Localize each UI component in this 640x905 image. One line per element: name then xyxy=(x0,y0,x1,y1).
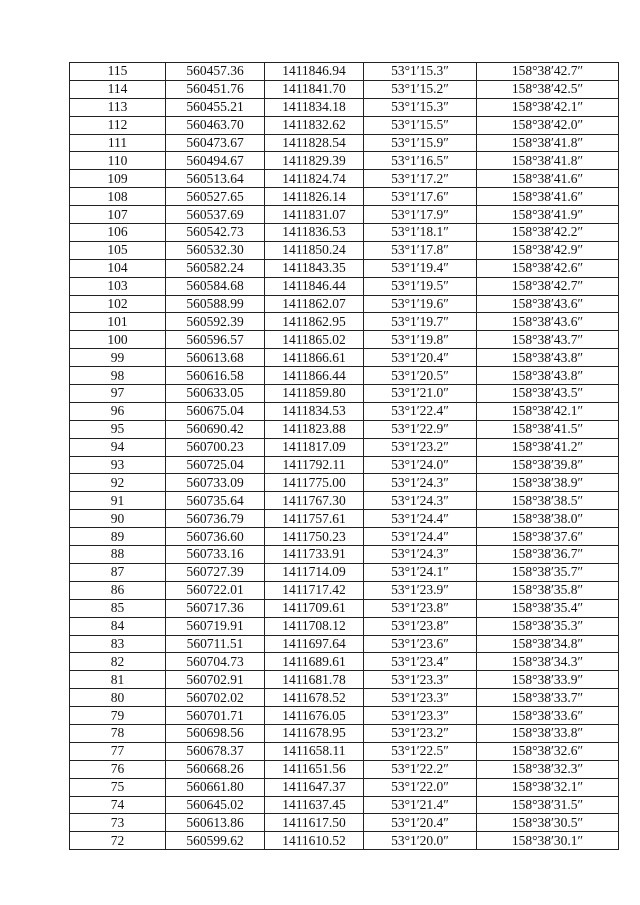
point-number-cell: 99 xyxy=(70,349,166,367)
latitude-cell: 53°1′23.3″ xyxy=(364,671,477,689)
y-coordinate-cell: 1411717.42 xyxy=(265,581,364,599)
x-coordinate-cell: 560702.91 xyxy=(166,671,265,689)
table-row xyxy=(70,832,619,850)
latitude-cell: 53°1′24.4″ xyxy=(364,528,477,546)
longitude-cell: 158°38′42.9″ xyxy=(477,241,619,259)
longitude-cell: 158°38′41.6″ xyxy=(477,188,619,206)
y-coordinate-cell: 1411834.53 xyxy=(265,402,364,420)
x-coordinate-cell: 560700.23 xyxy=(166,438,265,456)
longitude-cell: 158°38′35.3″ xyxy=(477,617,619,635)
x-coordinate-cell: 560735.64 xyxy=(166,492,265,510)
table-row xyxy=(70,116,619,134)
y-coordinate-cell: 1411862.07 xyxy=(265,295,364,313)
longitude-cell: 158°38′32.1″ xyxy=(477,778,619,796)
point-number-cell: 83 xyxy=(70,635,166,653)
latitude-cell: 53°1′19.6″ xyxy=(364,295,477,313)
point-number-cell: 88 xyxy=(70,546,166,564)
table-row xyxy=(70,152,619,170)
x-coordinate-cell: 560513.64 xyxy=(166,170,265,188)
longitude-cell: 158°38′38.0″ xyxy=(477,510,619,528)
longitude-cell: 158°38′33.9″ xyxy=(477,671,619,689)
latitude-cell: 53°1′19.8″ xyxy=(364,331,477,349)
point-number-cell: 106 xyxy=(70,224,166,242)
y-coordinate-cell: 1411676.05 xyxy=(265,707,364,725)
latitude-cell: 53°1′20.0″ xyxy=(364,832,477,850)
longitude-cell: 158°38′43.8″ xyxy=(477,367,619,385)
point-number-cell: 107 xyxy=(70,206,166,224)
point-number-cell: 112 xyxy=(70,116,166,134)
x-coordinate-cell: 560532.30 xyxy=(166,241,265,259)
x-coordinate-cell: 560494.67 xyxy=(166,152,265,170)
longitude-cell: 158°38′38.5″ xyxy=(477,492,619,510)
table-row xyxy=(70,760,619,778)
latitude-cell: 53°1′23.4″ xyxy=(364,653,477,671)
table-row xyxy=(70,331,619,349)
latitude-cell: 53°1′24.3″ xyxy=(364,492,477,510)
table-row xyxy=(70,742,619,760)
x-coordinate-cell: 560702.02 xyxy=(166,689,265,707)
point-number-cell: 89 xyxy=(70,528,166,546)
longitude-cell: 158°38′42.6″ xyxy=(477,259,619,277)
longitude-cell: 158°38′32.6″ xyxy=(477,742,619,760)
table-row xyxy=(70,206,619,224)
x-coordinate-cell: 560733.16 xyxy=(166,546,265,564)
longitude-cell: 158°38′42.5″ xyxy=(477,80,619,98)
longitude-cell: 158°38′41.8″ xyxy=(477,134,619,152)
table-row xyxy=(70,367,619,385)
longitude-cell: 158°38′34.8″ xyxy=(477,635,619,653)
y-coordinate-cell: 1411689.61 xyxy=(265,653,364,671)
y-coordinate-cell: 1411681.78 xyxy=(265,671,364,689)
x-coordinate-cell: 560616.58 xyxy=(166,367,265,385)
x-coordinate-cell: 560675.04 xyxy=(166,402,265,420)
table-row xyxy=(70,546,619,564)
x-coordinate-cell: 560584.68 xyxy=(166,277,265,295)
latitude-cell: 53°1′23.2″ xyxy=(364,438,477,456)
longitude-cell: 158°38′33.6″ xyxy=(477,707,619,725)
y-coordinate-cell: 1411714.09 xyxy=(265,563,364,581)
longitude-cell: 158°38′42.7″ xyxy=(477,277,619,295)
x-coordinate-cell: 560645.02 xyxy=(166,796,265,814)
y-coordinate-cell: 1411647.37 xyxy=(265,778,364,796)
point-number-cell: 93 xyxy=(70,456,166,474)
latitude-cell: 53°1′24.3″ xyxy=(364,474,477,492)
x-coordinate-cell: 560722.01 xyxy=(166,581,265,599)
point-number-cell: 73 xyxy=(70,814,166,832)
latitude-cell: 53°1′18.1″ xyxy=(364,224,477,242)
y-coordinate-cell: 1411862.95 xyxy=(265,313,364,331)
latitude-cell: 53°1′17.9″ xyxy=(364,206,477,224)
longitude-cell: 158°38′30.1″ xyxy=(477,832,619,850)
x-coordinate-cell: 560736.79 xyxy=(166,510,265,528)
table-row xyxy=(70,80,619,98)
latitude-cell: 53°1′17.8″ xyxy=(364,241,477,259)
y-coordinate-cell: 1411832.62 xyxy=(265,116,364,134)
latitude-cell: 53°1′15.3″ xyxy=(364,98,477,116)
latitude-cell: 53°1′15.5″ xyxy=(364,116,477,134)
table-row xyxy=(70,456,619,474)
point-number-cell: 94 xyxy=(70,438,166,456)
y-coordinate-cell: 1411841.70 xyxy=(265,80,364,98)
point-number-cell: 75 xyxy=(70,778,166,796)
x-coordinate-cell: 560717.36 xyxy=(166,599,265,617)
table-row xyxy=(70,492,619,510)
table-row xyxy=(70,402,619,420)
x-coordinate-cell: 560527.65 xyxy=(166,188,265,206)
y-coordinate-cell: 1411637.45 xyxy=(265,796,364,814)
y-coordinate-cell: 1411658.11 xyxy=(265,742,364,760)
longitude-cell: 158°38′42.1″ xyxy=(477,98,619,116)
x-coordinate-cell: 560725.04 xyxy=(166,456,265,474)
point-number-cell: 110 xyxy=(70,152,166,170)
point-number-cell: 79 xyxy=(70,707,166,725)
y-coordinate-cell: 1411836.53 xyxy=(265,224,364,242)
longitude-cell: 158°38′39.8″ xyxy=(477,456,619,474)
latitude-cell: 53°1′22.2″ xyxy=(364,760,477,778)
point-number-cell: 105 xyxy=(70,241,166,259)
point-number-cell: 77 xyxy=(70,742,166,760)
point-number-cell: 84 xyxy=(70,617,166,635)
table-row xyxy=(70,563,619,581)
x-coordinate-cell: 560613.68 xyxy=(166,349,265,367)
y-coordinate-cell: 1411617.50 xyxy=(265,814,364,832)
point-number-cell: 108 xyxy=(70,188,166,206)
point-number-cell: 78 xyxy=(70,724,166,742)
point-number-cell: 100 xyxy=(70,331,166,349)
latitude-cell: 53°1′23.8″ xyxy=(364,599,477,617)
point-number-cell: 72 xyxy=(70,832,166,850)
x-coordinate-cell: 560668.26 xyxy=(166,760,265,778)
table-row xyxy=(70,510,619,528)
y-coordinate-cell: 1411866.61 xyxy=(265,349,364,367)
longitude-cell: 158°38′43.8″ xyxy=(477,349,619,367)
longitude-cell: 158°38′41.9″ xyxy=(477,206,619,224)
y-coordinate-cell: 1411757.61 xyxy=(265,510,364,528)
latitude-cell: 53°1′19.4″ xyxy=(364,259,477,277)
x-coordinate-cell: 560613.86 xyxy=(166,814,265,832)
table-row xyxy=(70,635,619,653)
y-coordinate-cell: 1411834.18 xyxy=(265,98,364,116)
latitude-cell: 53°1′23.9″ xyxy=(364,581,477,599)
longitude-cell: 158°38′43.6″ xyxy=(477,313,619,331)
y-coordinate-cell: 1411697.64 xyxy=(265,635,364,653)
y-coordinate-cell: 1411826.14 xyxy=(265,188,364,206)
table-row xyxy=(70,707,619,725)
table-row xyxy=(70,581,619,599)
point-number-cell: 87 xyxy=(70,563,166,581)
latitude-cell: 53°1′22.0″ xyxy=(364,778,477,796)
y-coordinate-cell: 1411767.30 xyxy=(265,492,364,510)
x-coordinate-cell: 560704.73 xyxy=(166,653,265,671)
x-coordinate-cell: 560582.24 xyxy=(166,259,265,277)
longitude-cell: 158°38′35.8″ xyxy=(477,581,619,599)
point-number-cell: 86 xyxy=(70,581,166,599)
latitude-cell: 53°1′24.0″ xyxy=(364,456,477,474)
x-coordinate-cell: 560711.51 xyxy=(166,635,265,653)
point-number-cell: 115 xyxy=(70,63,166,81)
point-number-cell: 101 xyxy=(70,313,166,331)
longitude-cell: 158°38′43.6″ xyxy=(477,295,619,313)
table-row xyxy=(70,349,619,367)
table-row xyxy=(70,420,619,438)
x-coordinate-cell: 560690.42 xyxy=(166,420,265,438)
y-coordinate-cell: 1411865.02 xyxy=(265,331,364,349)
y-coordinate-cell: 1411817.09 xyxy=(265,438,364,456)
latitude-cell: 53°1′20.4″ xyxy=(364,349,477,367)
latitude-cell: 53°1′20.5″ xyxy=(364,367,477,385)
point-number-cell: 98 xyxy=(70,367,166,385)
y-coordinate-cell: 1411859.80 xyxy=(265,385,364,403)
point-number-cell: 90 xyxy=(70,510,166,528)
x-coordinate-cell: 560701.71 xyxy=(166,707,265,725)
table-row xyxy=(70,528,619,546)
latitude-cell: 53°1′17.6″ xyxy=(364,188,477,206)
point-number-cell: 82 xyxy=(70,653,166,671)
point-number-cell: 81 xyxy=(70,671,166,689)
x-coordinate-cell: 560678.37 xyxy=(166,742,265,760)
table-row xyxy=(70,241,619,259)
table-row xyxy=(70,599,619,617)
longitude-cell: 158°38′33.8″ xyxy=(477,724,619,742)
point-number-cell: 104 xyxy=(70,259,166,277)
y-coordinate-cell: 1411823.88 xyxy=(265,420,364,438)
y-coordinate-cell: 1411843.35 xyxy=(265,259,364,277)
point-number-cell: 111 xyxy=(70,134,166,152)
x-coordinate-cell: 560455.21 xyxy=(166,98,265,116)
x-coordinate-cell: 560698.56 xyxy=(166,724,265,742)
table-row xyxy=(70,617,619,635)
y-coordinate-cell: 1411678.95 xyxy=(265,724,364,742)
x-coordinate-cell: 560588.99 xyxy=(166,295,265,313)
table-row xyxy=(70,313,619,331)
latitude-cell: 53°1′23.3″ xyxy=(364,707,477,725)
point-number-cell: 96 xyxy=(70,402,166,420)
x-coordinate-cell: 560473.67 xyxy=(166,134,265,152)
point-number-cell: 109 xyxy=(70,170,166,188)
table-row xyxy=(70,224,619,242)
point-number-cell: 114 xyxy=(70,80,166,98)
latitude-cell: 53°1′16.5″ xyxy=(364,152,477,170)
longitude-cell: 158°38′38.9″ xyxy=(477,474,619,492)
point-number-cell: 91 xyxy=(70,492,166,510)
point-number-cell: 92 xyxy=(70,474,166,492)
table-row xyxy=(70,98,619,116)
latitude-cell: 53°1′19.7″ xyxy=(364,313,477,331)
point-number-cell: 76 xyxy=(70,760,166,778)
latitude-cell: 53°1′24.4″ xyxy=(364,510,477,528)
table-row xyxy=(70,259,619,277)
longitude-cell: 158°38′34.3″ xyxy=(477,653,619,671)
longitude-cell: 158°38′42.7″ xyxy=(477,63,619,81)
table-row xyxy=(70,474,619,492)
latitude-cell: 53°1′19.5″ xyxy=(364,277,477,295)
x-coordinate-cell: 560736.60 xyxy=(166,528,265,546)
table-row xyxy=(70,724,619,742)
y-coordinate-cell: 1411678.52 xyxy=(265,689,364,707)
y-coordinate-cell: 1411610.52 xyxy=(265,832,364,850)
table-row xyxy=(70,778,619,796)
latitude-cell: 53°1′24.3″ xyxy=(364,546,477,564)
longitude-cell: 158°38′35.7″ xyxy=(477,563,619,581)
y-coordinate-cell: 1411846.44 xyxy=(265,277,364,295)
y-coordinate-cell: 1411792.11 xyxy=(265,456,364,474)
latitude-cell: 53°1′23.2″ xyxy=(364,724,477,742)
table-row xyxy=(70,438,619,456)
x-coordinate-cell: 560537.69 xyxy=(166,206,265,224)
longitude-cell: 158°38′41.2″ xyxy=(477,438,619,456)
latitude-cell: 53°1′22.9″ xyxy=(364,420,477,438)
latitude-cell: 53°1′23.3″ xyxy=(364,689,477,707)
y-coordinate-cell: 1411846.94 xyxy=(265,63,364,81)
longitude-cell: 158°38′42.0″ xyxy=(477,116,619,134)
x-coordinate-cell: 560733.09 xyxy=(166,474,265,492)
x-coordinate-cell: 560457.36 xyxy=(166,63,265,81)
x-coordinate-cell: 560727.39 xyxy=(166,563,265,581)
longitude-cell: 158°38′35.4″ xyxy=(477,599,619,617)
point-number-cell: 95 xyxy=(70,420,166,438)
latitude-cell: 53°1′15.3″ xyxy=(364,63,477,81)
table-row xyxy=(70,188,619,206)
longitude-cell: 158°38′31.5″ xyxy=(477,796,619,814)
table-row xyxy=(70,170,619,188)
y-coordinate-cell: 1411866.44 xyxy=(265,367,364,385)
latitude-cell: 53°1′21.0″ xyxy=(364,385,477,403)
latitude-cell: 53°1′23.8″ xyxy=(364,617,477,635)
latitude-cell: 53°1′17.2″ xyxy=(364,170,477,188)
latitude-cell: 53°1′15.2″ xyxy=(364,80,477,98)
table-row xyxy=(70,796,619,814)
x-coordinate-cell: 560451.76 xyxy=(166,80,265,98)
longitude-cell: 158°38′41.8″ xyxy=(477,152,619,170)
y-coordinate-cell: 1411829.39 xyxy=(265,152,364,170)
latitude-cell: 53°1′24.1″ xyxy=(364,563,477,581)
y-coordinate-cell: 1411775.00 xyxy=(265,474,364,492)
y-coordinate-cell: 1411831.07 xyxy=(265,206,364,224)
table-row xyxy=(70,277,619,295)
y-coordinate-cell: 1411733.91 xyxy=(265,546,364,564)
table-row xyxy=(70,385,619,403)
longitude-cell: 158°38′32.3″ xyxy=(477,760,619,778)
y-coordinate-cell: 1411828.54 xyxy=(265,134,364,152)
point-number-cell: 97 xyxy=(70,385,166,403)
longitude-cell: 158°38′36.7″ xyxy=(477,546,619,564)
latitude-cell: 53°1′20.4″ xyxy=(364,814,477,832)
x-coordinate-cell: 560599.62 xyxy=(166,832,265,850)
coordinates-table-body xyxy=(70,63,619,850)
scan-corner-mark xyxy=(616,10,628,22)
x-coordinate-cell: 560592.39 xyxy=(166,313,265,331)
longitude-cell: 158°38′41.6″ xyxy=(477,170,619,188)
point-number-cell: 85 xyxy=(70,599,166,617)
point-number-cell: 102 xyxy=(70,295,166,313)
point-number-cell: 74 xyxy=(70,796,166,814)
longitude-cell: 158°38′43.7″ xyxy=(477,331,619,349)
y-coordinate-cell: 1411651.56 xyxy=(265,760,364,778)
x-coordinate-cell: 560596.57 xyxy=(166,331,265,349)
point-number-cell: 103 xyxy=(70,277,166,295)
x-coordinate-cell: 560719.91 xyxy=(166,617,265,635)
latitude-cell: 53°1′15.9″ xyxy=(364,134,477,152)
coordinates-table xyxy=(69,62,619,850)
table-row xyxy=(70,689,619,707)
longitude-cell: 158°38′42.1″ xyxy=(477,402,619,420)
longitude-cell: 158°38′43.5″ xyxy=(477,385,619,403)
x-coordinate-cell: 560661.80 xyxy=(166,778,265,796)
latitude-cell: 53°1′23.6″ xyxy=(364,635,477,653)
y-coordinate-cell: 1411709.61 xyxy=(265,599,364,617)
x-coordinate-cell: 560542.73 xyxy=(166,224,265,242)
table-row xyxy=(70,653,619,671)
table-row xyxy=(70,134,619,152)
table-row xyxy=(70,295,619,313)
x-coordinate-cell: 560633.05 xyxy=(166,385,265,403)
longitude-cell: 158°38′42.2″ xyxy=(477,224,619,242)
table-row xyxy=(70,671,619,689)
point-number-cell: 113 xyxy=(70,98,166,116)
latitude-cell: 53°1′22.4″ xyxy=(364,402,477,420)
y-coordinate-cell: 1411708.12 xyxy=(265,617,364,635)
table-row xyxy=(70,814,619,832)
y-coordinate-cell: 1411850.24 xyxy=(265,241,364,259)
y-coordinate-cell: 1411824.74 xyxy=(265,170,364,188)
point-number-cell: 80 xyxy=(70,689,166,707)
longitude-cell: 158°38′33.7″ xyxy=(477,689,619,707)
x-coordinate-cell: 560463.70 xyxy=(166,116,265,134)
longitude-cell: 158°38′30.5″ xyxy=(477,814,619,832)
table-row xyxy=(70,63,619,81)
y-coordinate-cell: 1411750.23 xyxy=(265,528,364,546)
longitude-cell: 158°38′41.5″ xyxy=(477,420,619,438)
latitude-cell: 53°1′21.4″ xyxy=(364,796,477,814)
latitude-cell: 53°1′22.5″ xyxy=(364,742,477,760)
longitude-cell: 158°38′37.6″ xyxy=(477,528,619,546)
